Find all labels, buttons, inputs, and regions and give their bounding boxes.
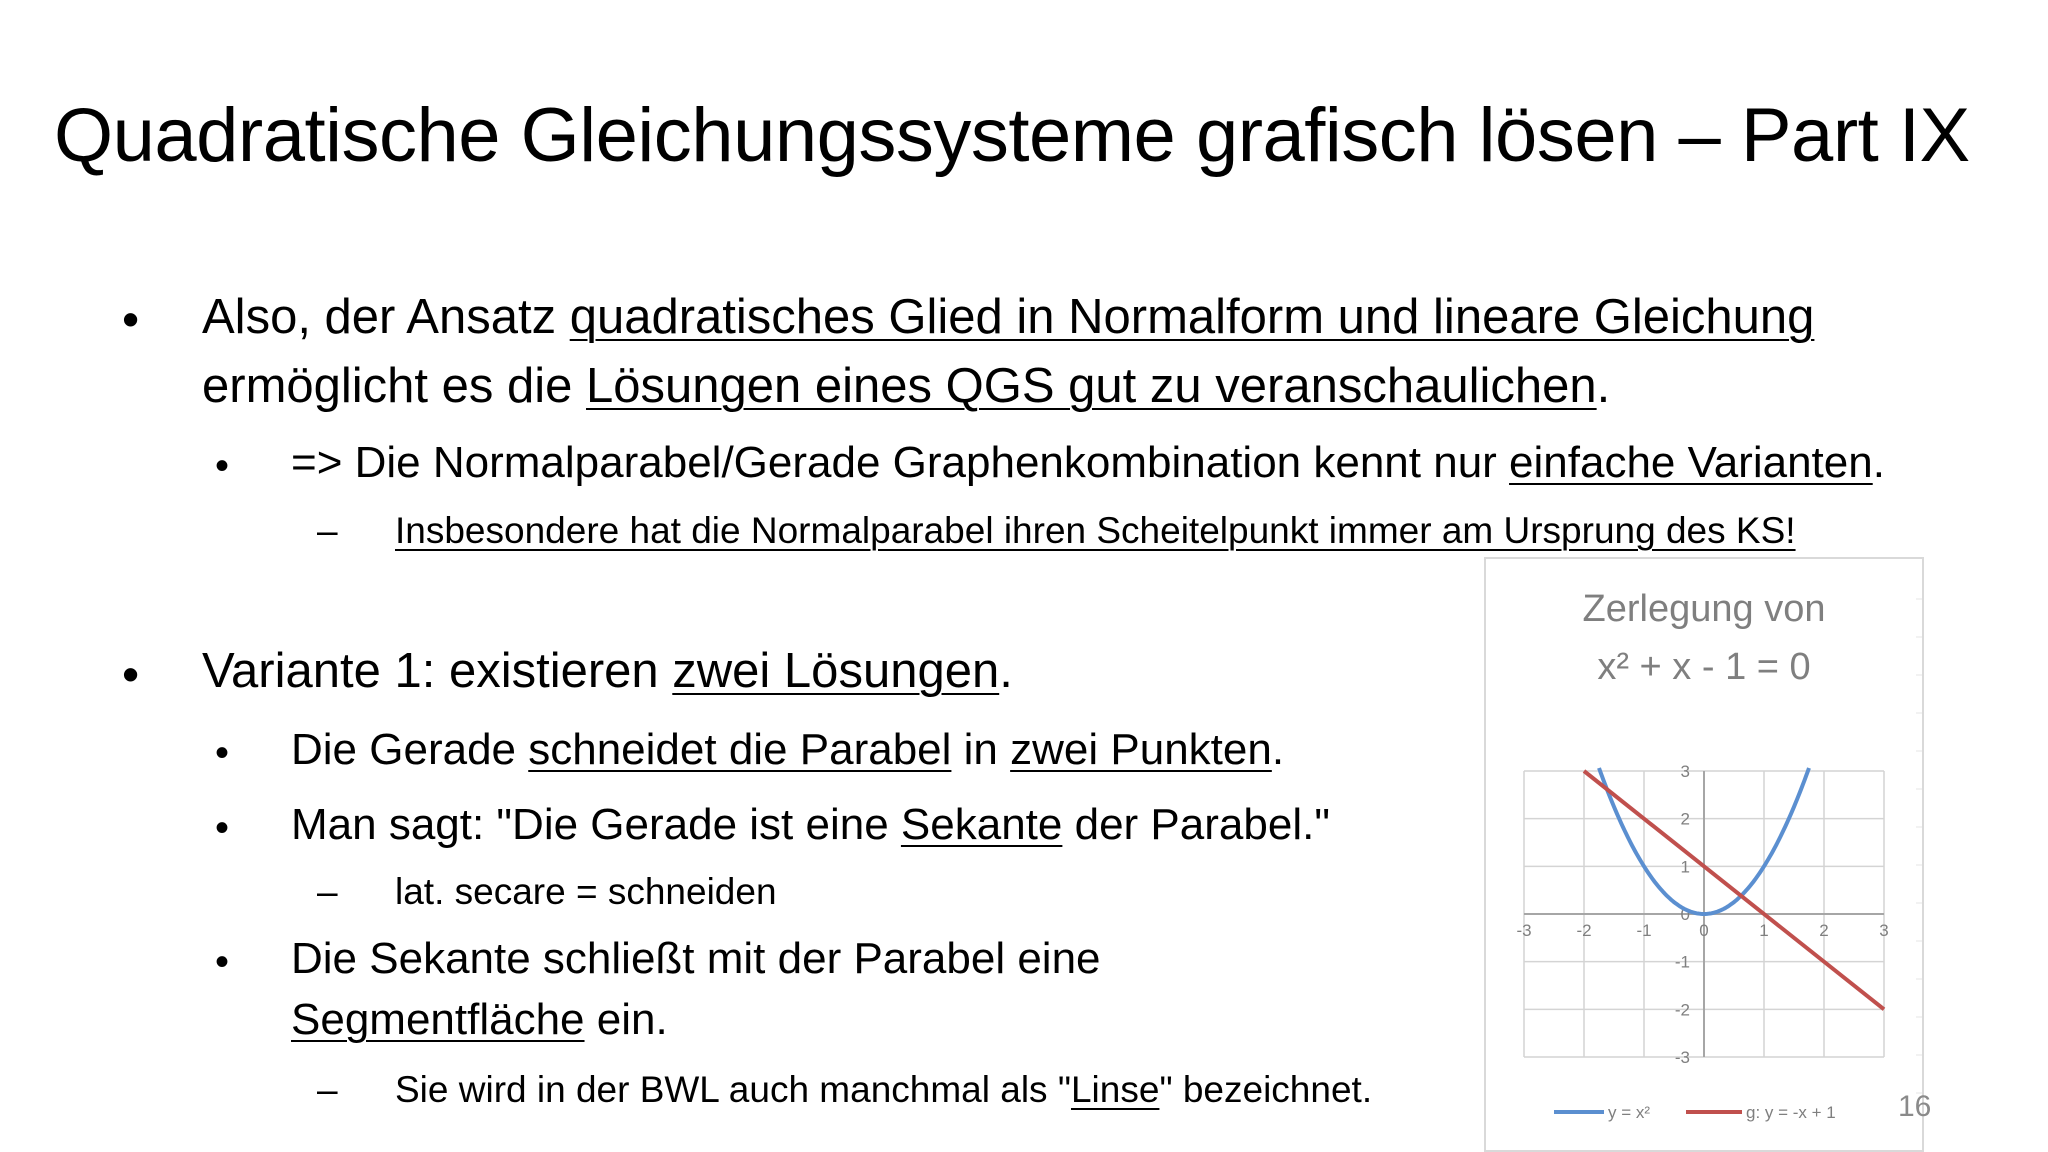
bullet-marker: • (122, 648, 140, 702)
chart-svg (1486, 559, 1922, 1150)
sub-sub-bullet-text: lat. secare = schneiden (395, 871, 777, 912)
chart-title-line-2: x² + x - 1 = 0 (1597, 646, 1811, 688)
bullet-1-text-2: ermöglicht es die (202, 359, 587, 413)
slide-title: Quadratische Gleichungssysteme grafisch lösen – Part IX (54, 93, 1970, 178)
bullet-1-sub-1 (291, 438, 1885, 487)
chart-legend-label-line: g: y = -x + 1 (1746, 1103, 1836, 1122)
sub-bullet-text-2: ein. (584, 995, 668, 1044)
sub-bullet-underlined: einfache Varianten (1509, 438, 1873, 487)
bullet-1-period: . (1596, 359, 1611, 413)
sub-bullet-underlined-1: schneidet die Parabel (528, 725, 952, 774)
chart-y-tick-label: 3 (1680, 762, 1690, 781)
chart-x-tick-label: 2 (1819, 921, 1829, 940)
chart-x-tick-label: 0 (1699, 921, 1709, 940)
chart-y-tick-label: -1 (1674, 952, 1690, 972)
bullet-1-sub-sub-1 (395, 512, 1796, 549)
sub-bullet-text: Die Sekante schließt mit der Parabel eine (291, 934, 1101, 983)
bullet-2-sub-3-sub (395, 1071, 1372, 1108)
chart-x-tick-label: 1 (1759, 921, 1769, 940)
page-number: 16 (1898, 1090, 1932, 1123)
chart-y-tick-label: 2 (1680, 809, 1690, 829)
sub-bullet-text: Man sagt: "Die Gerade ist eine (291, 800, 901, 849)
chart-y-tick-label: -3 (1674, 1048, 1690, 1067)
sub-sub-bullet-text-2: " bezeichnet. (1159, 1069, 1373, 1110)
sub-bullet-period: . (1872, 438, 1885, 487)
dash-marker: – (317, 871, 338, 912)
bullet-2-sub-2-sub (395, 873, 777, 910)
bullet-marker: • (122, 293, 140, 347)
bullet-2-sub-3-line-2 (291, 995, 668, 1044)
chart-y-tick-label: 0 (1680, 905, 1690, 924)
sub-sub-bullet-text: Sie wird in der BWL auch manchmal als " (395, 1069, 1071, 1110)
bullet-2-underlined: zwei Lösungen (672, 644, 1000, 698)
sub-bullet-text: Die Gerade (291, 725, 529, 774)
chart-x-tick-label: -1 (1636, 921, 1652, 940)
chart-x-tick-label: -3 (1516, 921, 1532, 940)
bullet-2-period: . (999, 644, 1013, 698)
sub-bullet-period: . (1271, 725, 1285, 774)
sub-bullet-text-2: in (951, 725, 1011, 774)
chart-legend-label-parabola: y = x² (1608, 1103, 1651, 1122)
chart-series-line (1584, 771, 1884, 1009)
chart-y-tick-label: 1 (1680, 857, 1690, 877)
sub-bullet-marker: • (215, 940, 230, 984)
bullet-1-line-1 (202, 290, 1815, 344)
sub-bullet-text-2: der Parabel." (1062, 800, 1330, 849)
sub-bullet-marker: • (215, 806, 230, 850)
sub-bullet-underlined: Segmentfläche (291, 995, 585, 1044)
sub-bullet-text: => Die Normalparabel/Gerade Graphenkombination kennt nur (291, 438, 1510, 487)
sub-bullet-underlined-2: zwei Punkten (1010, 725, 1272, 774)
bullet-1-underlined-1: quadratisches Glied in Normalform und lineare Gleichung (569, 290, 1815, 344)
dash-marker: – (317, 1069, 338, 1110)
dash-marker: – (317, 510, 338, 551)
sub-bullet-marker: • (215, 731, 230, 775)
bullet-1-text: Also, der Ansatz (202, 290, 570, 344)
bullet-2-sub-2 (291, 800, 1330, 849)
bullet-2-sub-1 (291, 725, 1285, 774)
bullet-2-line-1 (202, 644, 1013, 698)
sub-bullet-underlined: Sekante (900, 800, 1063, 849)
chart-x-tick-label: -2 (1576, 921, 1592, 940)
chart-image (1484, 557, 1924, 1152)
chart-y-tick-label: -2 (1674, 1000, 1690, 1020)
sub-sub-bullet-underlined: Insbesondere hat die Normalparabel ihren Scheitelpunkt immer am Ursprung des KS! (395, 510, 1796, 551)
sub-sub-bullet-underlined: Linse (1070, 1069, 1160, 1110)
bullet-1-line-2 (202, 359, 1611, 413)
chart-x-tick-label: 3 (1879, 921, 1889, 940)
bullet-2-text: Variante 1: existieren (202, 644, 673, 698)
bullet-1-underlined-2: Lösungen eines QGS gut zu veranschaulichen (586, 359, 1597, 413)
sub-bullet-marker: • (215, 444, 230, 488)
chart-title-line-1: Zerlegung von (1582, 588, 1826, 630)
bullet-2-sub-3-line-1 (291, 934, 1101, 983)
